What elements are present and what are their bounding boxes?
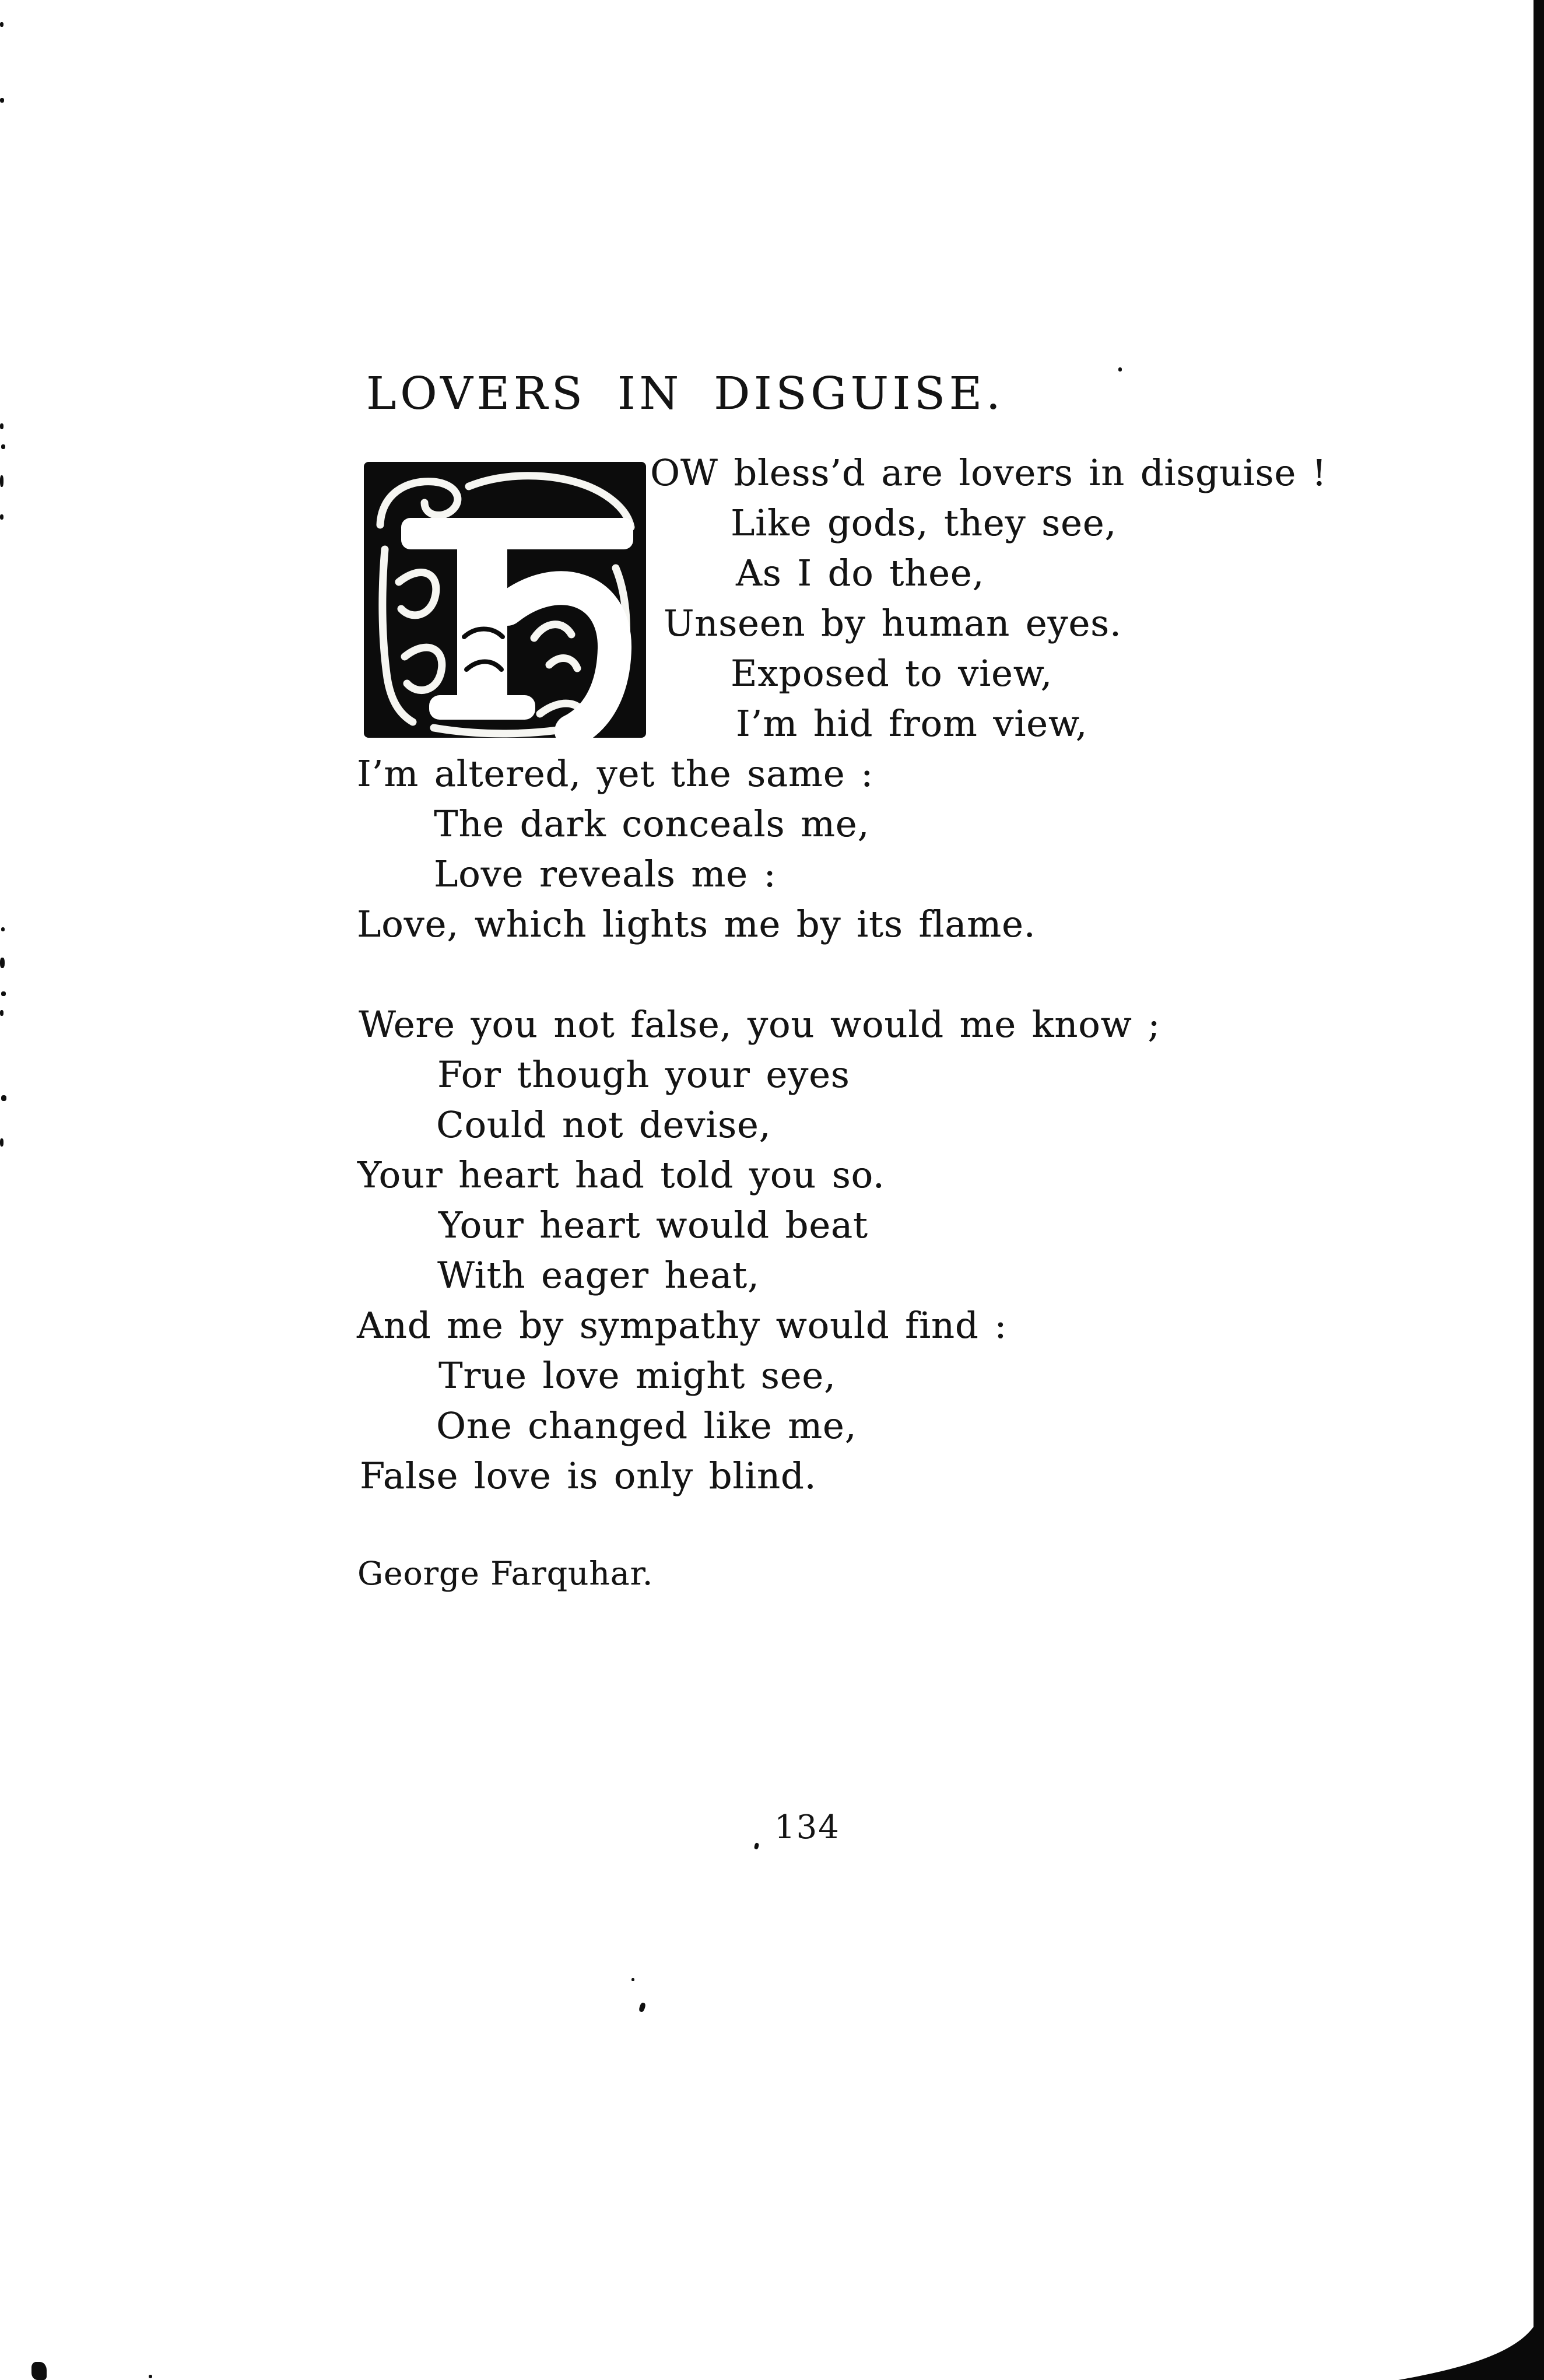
poem-line: Like gods, they see, xyxy=(731,502,1117,544)
ink-speck xyxy=(1,1095,6,1101)
poem-title: LOVERS IN DISGUISE. xyxy=(366,368,1005,420)
poem-line: False love is only blind. xyxy=(360,1454,817,1497)
poem-line: And me by sympathy would find : xyxy=(357,1304,1008,1347)
ink-speck xyxy=(0,423,3,429)
poem-line: Your heart would beat xyxy=(438,1204,868,1246)
ink-speck xyxy=(31,2362,47,2380)
poem-line: As I do thee, xyxy=(736,552,985,594)
ink-speck xyxy=(754,1842,759,1849)
ink-speck xyxy=(1,444,5,449)
poem-line: With eager heat, xyxy=(437,1254,760,1296)
poem-line: Were you not false, you would me know ; xyxy=(359,1003,1161,1046)
ink-speck xyxy=(1118,367,1122,371)
ink-speck xyxy=(0,958,5,968)
poem-line: The dark conceals me, xyxy=(434,802,870,845)
ink-speck xyxy=(0,1010,3,1016)
poem-line: For though your eyes xyxy=(437,1053,850,1096)
ink-speck xyxy=(0,22,3,27)
ink-speck xyxy=(1,927,5,931)
ink-speck xyxy=(149,2375,152,2378)
page-number: 134 xyxy=(774,1808,840,1846)
ink-speck xyxy=(0,514,3,520)
ink-speck xyxy=(1,991,6,996)
poem-line: Love, which lights me by its flame. xyxy=(357,903,1036,945)
scan-corner-shadow xyxy=(1398,2298,1544,2380)
poem-line: I’m hid from view, xyxy=(736,702,1088,745)
poem-line: True love might see, xyxy=(438,1354,836,1397)
poem-line: Exposed to view, xyxy=(731,652,1053,695)
ink-speck xyxy=(0,475,3,487)
poem-line: One changed like me, xyxy=(436,1404,857,1447)
scan-edge-band xyxy=(1534,0,1544,2380)
ink-speck xyxy=(631,1978,634,1981)
drop-cap-initial-h xyxy=(364,462,646,738)
poem-line: OW bless’d are lovers in disguise ! xyxy=(650,451,1327,494)
ink-speck xyxy=(0,98,4,103)
poem-line: Your heart had told you so. xyxy=(357,1154,885,1196)
ink-speck xyxy=(0,1138,3,1147)
poem-line: Could not devise, xyxy=(436,1103,771,1146)
drop-cap-woodcut-icon xyxy=(364,462,646,738)
ink-speck xyxy=(638,2002,647,2013)
poem-line: Unseen by human eyes. xyxy=(664,602,1122,644)
poem-line: I’m altered, yet the same : xyxy=(357,752,873,795)
author-attribution: George Farquhar. xyxy=(357,1555,654,1592)
poem-line: Love reveals me : xyxy=(434,853,777,895)
